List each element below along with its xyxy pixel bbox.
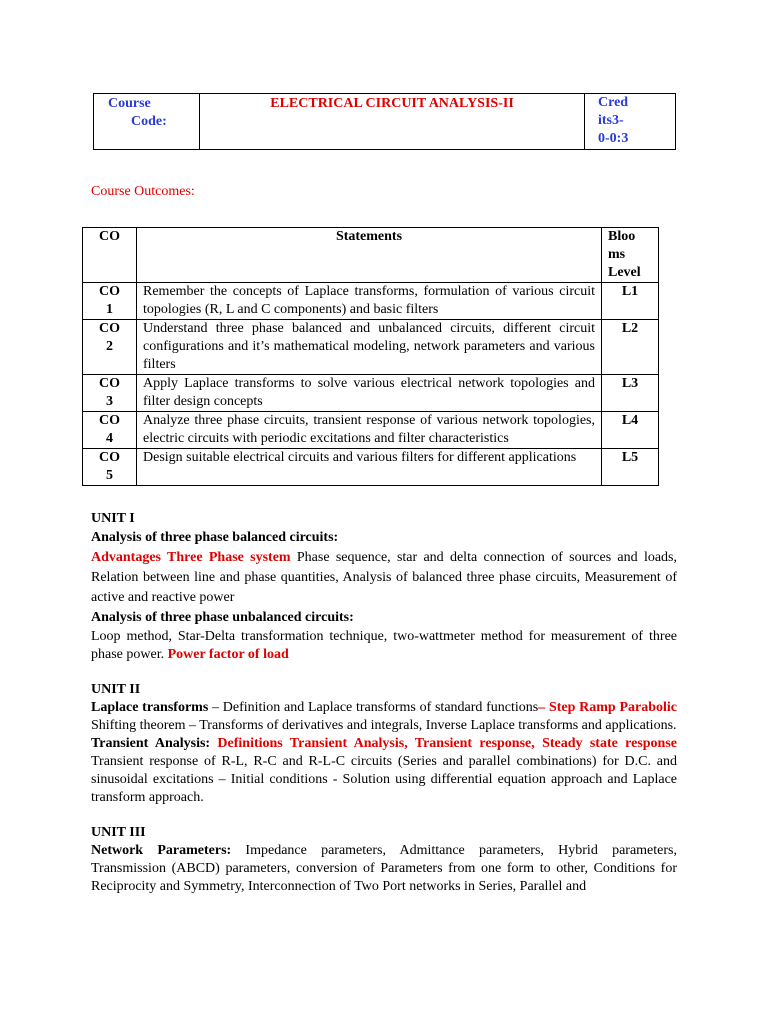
blooms-level: L5 [602, 449, 659, 486]
body-text: Impedance parameters, Admittance parameters, Hybrid parameters, Transmission (ABCD) parameters, conversion of Parameters from one form to other, Conditions for Reciprocity and Symmetry, Interconnection of Two Port networks in Series, Parallel and [91, 843, 677, 894]
table-row [83, 375, 659, 412]
co-label [83, 283, 137, 320]
course-title: ELECTRICAL CIRCUIT ANALYSIS-II [200, 94, 585, 150]
statements-header: Statements [137, 228, 602, 283]
co-statement: Remember the concepts of Laplace transforms, formulation of various circuit topologies (R, L and C components) and basic filters [137, 283, 602, 320]
syllabus-content [91, 510, 677, 896]
body-text: Phase sequence, star and delta connection of sources and loads, Relation between line and phase quantities, Analysis of balanced three phase circuits, Measurement of active and reactive power [91, 550, 677, 605]
unit-1-heading: UNIT I [91, 511, 135, 526]
co-label-line2: 3 [106, 394, 113, 409]
co-statement: Understand three phase balanced and unbalanced circuits, different circuit configurations and it’s mathematical modeling, network parameters and various filters [137, 320, 602, 375]
body-text: – Definition and Laplace transforms of standard functions [208, 700, 539, 715]
blooms-level-header [602, 228, 659, 283]
credits-cell [585, 94, 676, 150]
blooms-level: L2 [602, 320, 659, 375]
co-label [83, 375, 137, 412]
co-label-line2: 1 [106, 302, 113, 317]
blooms-header-line3: Level [608, 265, 641, 280]
unit-1-subheading-balanced: Analysis of three phase balanced circuits: [91, 530, 339, 545]
course-code-label-line2: Code: [131, 114, 167, 129]
table-row [83, 320, 659, 375]
unit-1-paragraph-1 [91, 548, 677, 608]
unit-3-paragraph-1 [91, 842, 677, 896]
highlight-text: Definitions Transient Analysis, Transient response, Steady state response [217, 736, 677, 751]
course-outcomes-table [82, 227, 659, 486]
body-text: Transient response of R-L, R-C and R-L-C circuits (Series and parallel combinations) for D.C. and sinusoidal excitations – Initial conditions - Solution using differential equation approach and Laplace transform approach. [91, 754, 677, 805]
course-outcomes-heading: Course Outcomes: [91, 184, 195, 199]
co-label [83, 449, 137, 486]
credits-line3: 0-0:3 [598, 131, 629, 146]
co-statement: Analyze three phase circuits, transient response of various network topologies, electric circuits with periodic excitations and filter characteristics [137, 412, 602, 449]
co-statement: Design suitable electrical circuits and various filters for different applications [137, 449, 602, 486]
unit-1-paragraph-2 [91, 628, 677, 664]
co-label-line1: CO [99, 413, 120, 428]
body-text: Shifting theorem – Transforms of derivatives and integrals, Inverse Laplace transforms and applications. [91, 718, 677, 733]
blooms-header-line2: ms [608, 247, 626, 262]
co-table-header-row [83, 228, 659, 283]
bold-term: Laplace transforms [91, 700, 209, 715]
unit-1-subheading-unbalanced: Analysis of three phase unbalanced circuits: [91, 610, 354, 625]
unit-2-heading: UNIT II [91, 682, 141, 697]
blooms-header-line1: Bloo [608, 229, 636, 244]
co-label-line1: CO [99, 450, 120, 465]
course-header-table [93, 93, 676, 150]
blooms-level: L3 [602, 375, 659, 412]
co-label-line2: 2 [106, 339, 113, 354]
highlight-text: Power factor of load [167, 647, 289, 662]
table-row [83, 283, 659, 320]
credits-line1: Cred [598, 95, 629, 110]
co-label [83, 320, 137, 375]
unit-2-paragraph-2 [91, 735, 677, 807]
co-label [83, 412, 137, 449]
course-code-label-line1: Course [108, 96, 151, 111]
blooms-level: L4 [602, 412, 659, 449]
blooms-level: L1 [602, 283, 659, 320]
co-label-line1: CO [99, 284, 120, 299]
course-code-cell [94, 94, 200, 150]
bold-term: Network Parameters: [91, 843, 232, 858]
co-statement: Apply Laplace transforms to solve various electrical network topologies and filter design concepts [137, 375, 602, 412]
co-header: CO [83, 228, 137, 283]
unit-3-heading: UNIT III [91, 825, 146, 840]
co-label-line1: CO [99, 321, 120, 336]
credits-line2: its3- [598, 113, 624, 128]
co-label-line1: CO [99, 376, 120, 391]
table-row [83, 412, 659, 449]
highlight-text: Advantages Three Phase system [91, 550, 291, 565]
bold-term: Transient Analysis: [91, 736, 218, 751]
highlight-text: – Step Ramp Parabolic [538, 700, 677, 715]
table-row [83, 449, 659, 486]
co-label-line2: 5 [106, 468, 113, 483]
body-text: Loop method, Star-Delta transformation technique, two-wattmeter method for measurement of three phase power. [91, 629, 677, 662]
co-label-line2: 4 [106, 431, 113, 446]
unit-2-paragraph-1 [91, 699, 677, 735]
